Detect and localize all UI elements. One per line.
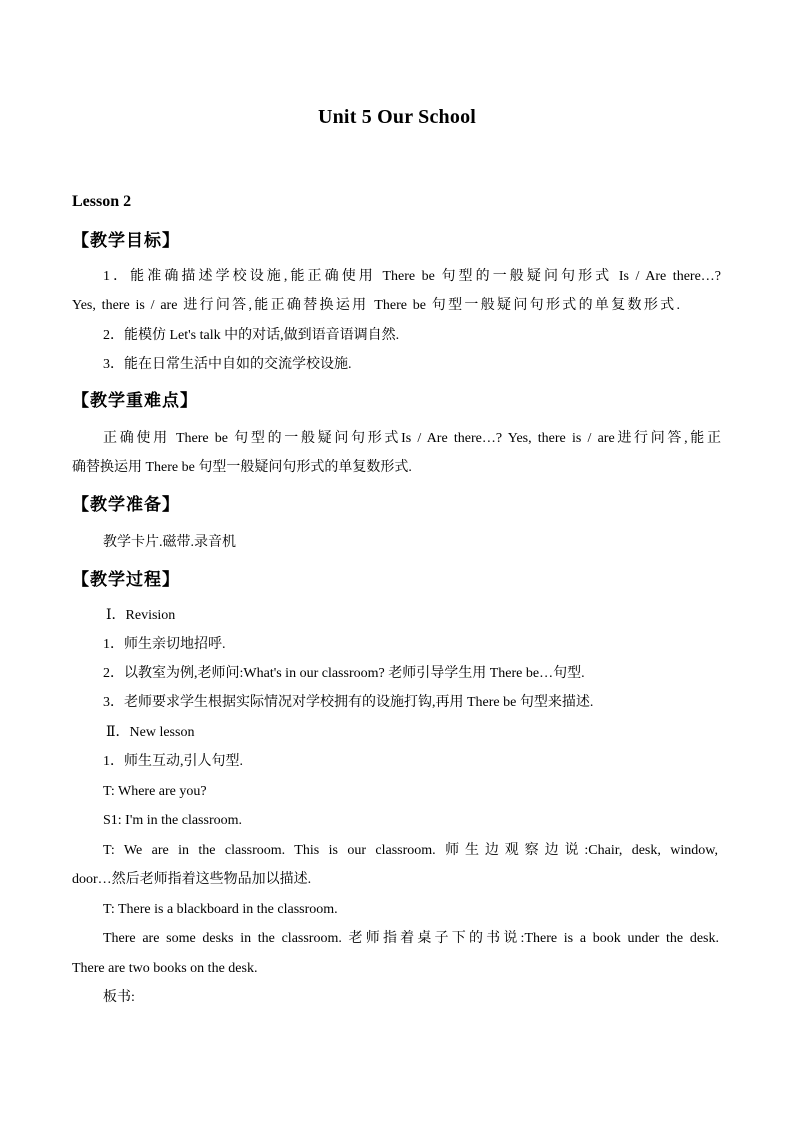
process-line-1: Ⅰ．Revision bbox=[106, 608, 176, 623]
process-line-8: S1: I'm in the classroom. bbox=[103, 813, 243, 828]
goals-line-1: 1．能准确描述学校设施,能正确使用 There be 句型的一般疑问句形式 Is / Are there…? bbox=[103, 269, 721, 284]
key-points-line-1: 正确使用 There be 句型的一般疑问句形式Is / Are there…? Yes, there is / are进行问答,能正 bbox=[103, 431, 721, 446]
lesson-label: Lesson 2 bbox=[72, 193, 132, 210]
key-points-line-2: 确替换运用 There be 句型一般疑问句形式的单复数形式. bbox=[72, 460, 412, 475]
process-line-2: 1．师生亲切地招呼. bbox=[103, 637, 226, 652]
process-heading: 【教学过程】 bbox=[72, 570, 180, 589]
process-line-10: door…然后老师指着这些物品加以描述. bbox=[72, 872, 312, 887]
preparation-line-1: 教学卡片.磁带.录音机 bbox=[103, 535, 236, 550]
process-line-4: 3．老师要求学生根据实际情况对学校拥有的设施打钩,再用 There be 句型来描述. bbox=[103, 695, 594, 710]
process-line-13: There are two books on the desk. bbox=[72, 961, 258, 976]
key-points-heading: 【教学重难点】 bbox=[72, 391, 198, 410]
process-line-6: 1．师生互动,引人句型. bbox=[103, 754, 243, 769]
process-line-3: 2．以教室为例,老师问:What's in our classroom? 老师引导学生用 There be…句型. bbox=[103, 666, 585, 681]
preparation-heading: 【教学准备】 bbox=[72, 495, 180, 514]
process-line-11: T: There is a blackboard in the classroom. bbox=[103, 902, 338, 917]
process-line-5: Ⅱ．New lesson bbox=[106, 725, 195, 740]
process-line-14: 板书: bbox=[103, 990, 135, 1005]
process-line-12: There are some desks in the classroom. 老师指着桌子下的书说:There is a book under the desk. bbox=[103, 931, 719, 946]
process-line-9: T: We are in the classroom. This is our classroom. 师生边观察边说:Chair, desk, window, bbox=[103, 843, 718, 858]
goals-line-3: 2．能模仿 Let's talk 中的对话,做到语音语调自然. bbox=[103, 328, 400, 343]
document-title: Unit 5 Our School bbox=[317, 106, 477, 128]
process-line-7: T: Where are you? bbox=[103, 784, 207, 799]
goals-line-2: Yes, there is / are 进行问答,能正确替换运用 There be 句型一般疑问句形式的单复数形式. bbox=[72, 298, 680, 313]
goals-heading: 【教学目标】 bbox=[72, 231, 180, 250]
goals-line-4: 3．能在日常生活中自如的交流学校设施. bbox=[103, 357, 352, 372]
